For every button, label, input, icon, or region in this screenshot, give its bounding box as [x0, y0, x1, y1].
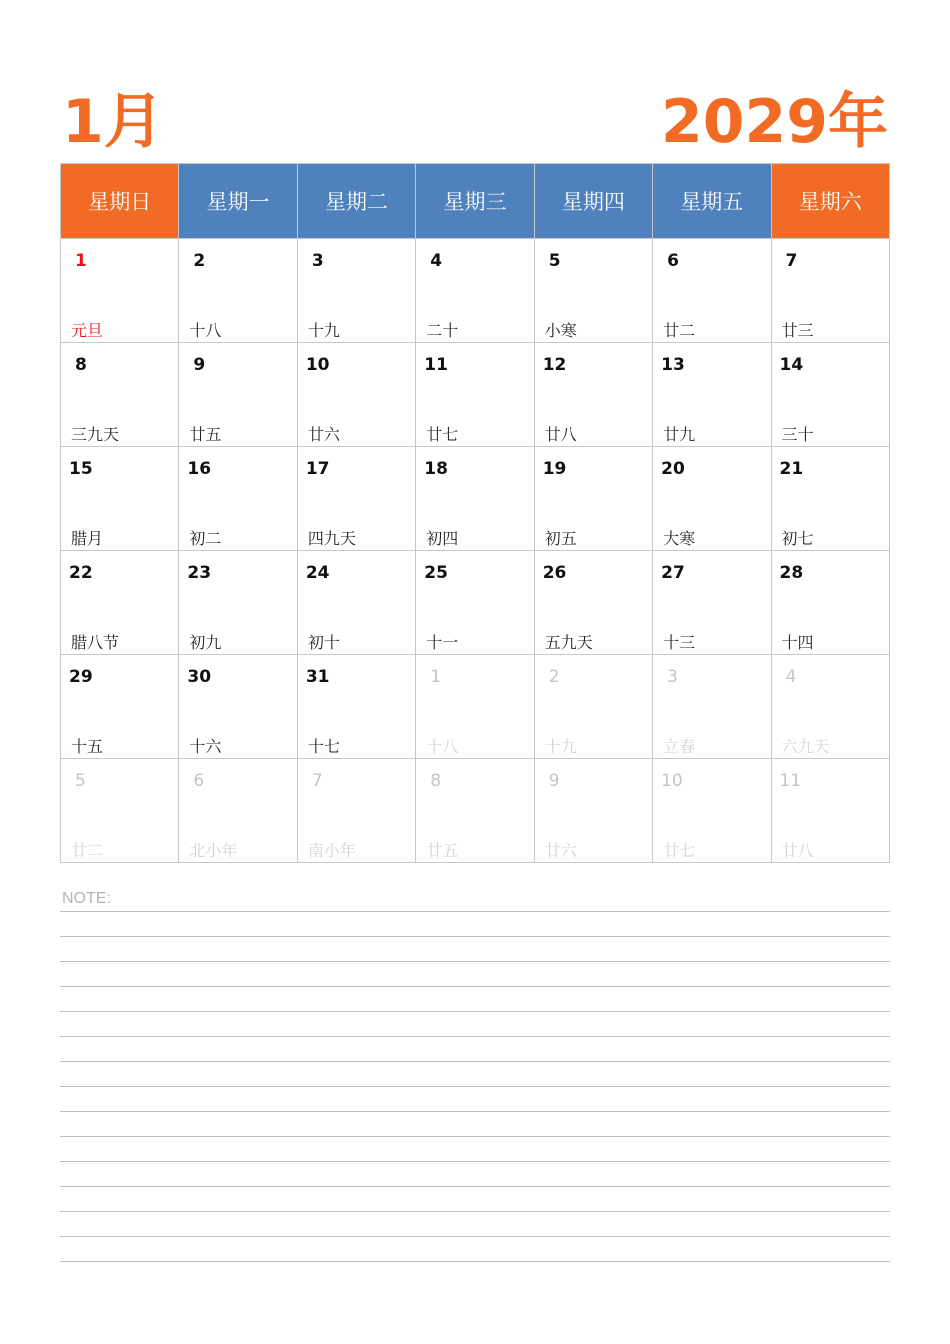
calendar-day-cell[interactable] [179, 343, 297, 447]
day-number: 8 [430, 771, 442, 791]
calendar-day-cell[interactable] [653, 239, 771, 343]
lunar-date: 十九 [544, 737, 577, 756]
lunar-date: 廿七 [663, 841, 696, 860]
note-line [60, 1037, 890, 1062]
day-number: 11 [424, 355, 448, 375]
lunar-date: 二十 [426, 321, 459, 340]
day-number: 21 [779, 459, 804, 479]
calendar-day-cell[interactable] [61, 655, 179, 759]
calendar-day-cell[interactable] [534, 759, 652, 863]
day-number: 1 [75, 251, 87, 271]
day-number: 28 [779, 563, 804, 583]
weekday-header-row [61, 164, 890, 239]
calendar-day-cell[interactable] [771, 447, 889, 551]
weekday-header-tuesday: 星期二 [297, 164, 415, 239]
day-number: 29 [69, 667, 93, 687]
note-line [60, 1087, 890, 1112]
lunar-date: 初七 [781, 529, 814, 548]
note-line [60, 1062, 890, 1087]
lunar-date: 廿二 [71, 841, 104, 860]
lunar-date: 四九天 [307, 529, 356, 548]
calendar-day-cell[interactable] [297, 239, 415, 343]
day-number: 7 [785, 251, 798, 271]
lunar-date: 十三 [663, 633, 696, 652]
weekday-header-thursday: 星期四 [534, 164, 652, 239]
lunar-date: 十五 [71, 737, 104, 756]
calendar-day-cell[interactable] [771, 759, 889, 863]
note-line [60, 937, 890, 962]
calendar-day-cell[interactable] [416, 343, 534, 447]
day-number: 4 [785, 667, 797, 687]
day-number: 24 [305, 563, 330, 583]
calendar-day-cell[interactable] [416, 655, 534, 759]
calendar-day-cell[interactable] [771, 655, 889, 759]
day-number: 10 [305, 355, 330, 375]
calendar-day-cell[interactable] [297, 551, 415, 655]
calendar-day-cell[interactable] [653, 551, 771, 655]
calendar-day-cell[interactable] [297, 343, 415, 447]
calendar-day-cell[interactable] [416, 447, 534, 551]
day-number: 27 [661, 563, 685, 583]
day-number: 3 [311, 251, 324, 271]
weekday-header-sunday: 星期日 [61, 164, 179, 239]
calendar-day-cell[interactable] [61, 447, 179, 551]
lunar-date: 十六 [189, 737, 222, 756]
lunar-date: 腊八节 [71, 633, 120, 652]
day-number: 11 [779, 771, 802, 791]
calendar-day-cell[interactable] [653, 343, 771, 447]
day-number: 23 [187, 563, 212, 583]
calendar-day-cell[interactable] [653, 655, 771, 759]
lunar-date: 三十 [781, 425, 814, 444]
calendar-week-row [61, 759, 890, 863]
calendar-grid [60, 163, 890, 863]
calendar-day-cell[interactable] [61, 759, 179, 863]
calendar-day-cell[interactable] [61, 239, 179, 343]
day-number: 6 [193, 771, 205, 791]
note-line [60, 912, 890, 937]
day-number: 8 [75, 355, 87, 375]
calendar-day-cell[interactable] [61, 343, 179, 447]
note-line [60, 1012, 890, 1037]
calendar-day-cell[interactable] [653, 447, 771, 551]
calendar-day-cell[interactable] [297, 655, 415, 759]
lunar-date: 元旦 [71, 321, 104, 340]
day-number: 9 [193, 355, 206, 375]
lunar-date: 小寒 [544, 321, 577, 340]
day-number: 9 [548, 771, 560, 791]
lunar-date: 十一 [426, 633, 459, 652]
day-number: 19 [542, 459, 567, 479]
calendar-day-cell[interactable] [61, 551, 179, 655]
lunar-date: 廿六 [544, 841, 577, 860]
calendar-day-cell[interactable] [534, 239, 652, 343]
day-number: 31 [305, 667, 330, 687]
lunar-date: 十四 [781, 633, 814, 652]
lunar-date: 廿六 [307, 425, 340, 444]
day-number: 7 [311, 771, 323, 791]
lunar-date: 大寒 [663, 529, 696, 548]
day-number: 13 [661, 355, 685, 375]
month-title: 1月 [62, 87, 164, 157]
lunar-date: 廿五 [426, 841, 459, 860]
calendar-day-cell[interactable] [416, 239, 534, 343]
lunar-date: 廿三 [781, 321, 814, 340]
lunar-date: 十八 [426, 737, 459, 756]
calendar-day-cell[interactable] [534, 551, 652, 655]
calendar-week-row [61, 447, 890, 551]
day-number: 20 [661, 459, 685, 479]
calendar-day-cell[interactable] [179, 239, 297, 343]
note-line [60, 962, 890, 987]
calendar-week-row [61, 239, 890, 343]
note-label: NOTE: [62, 890, 111, 907]
lunar-date: 廿七 [426, 425, 459, 444]
lunar-date: 初五 [544, 529, 577, 548]
lunar-date: 廿八 [781, 841, 814, 860]
day-number: 5 [548, 251, 561, 271]
note-line [60, 987, 890, 1012]
note-line [60, 1237, 890, 1262]
calendar-body [61, 239, 890, 863]
calendar-week-row [61, 551, 890, 655]
day-number: 26 [542, 563, 567, 583]
weekday-header-saturday: 星期六 [771, 164, 889, 239]
lunar-date: 十七 [307, 737, 340, 756]
day-number: 12 [542, 355, 567, 375]
calendar-day-cell[interactable] [771, 343, 889, 447]
lunar-date: 十八 [189, 321, 222, 340]
note-line [60, 1112, 890, 1137]
day-number: 5 [75, 771, 86, 791]
day-number: 2 [548, 667, 560, 687]
note-line [60, 1212, 890, 1237]
lunar-date: 廿八 [544, 425, 577, 444]
lunar-date: 初二 [189, 529, 222, 548]
lunar-date: 初十 [307, 633, 340, 652]
day-number: 4 [430, 251, 443, 271]
note-line [60, 1187, 890, 1212]
lunar-date: 三九天 [71, 425, 120, 444]
day-number: 18 [424, 459, 448, 479]
calendar-week-row [61, 655, 890, 759]
day-number: 30 [187, 667, 212, 687]
note-line [60, 1162, 890, 1187]
calendar-day-cell[interactable] [416, 759, 534, 863]
weekday-header-friday: 星期五 [653, 164, 771, 239]
lunar-date: 廿九 [663, 425, 696, 444]
calendar-day-cell[interactable] [297, 447, 415, 551]
calendar-day-cell[interactable] [179, 447, 297, 551]
day-number: 25 [424, 563, 448, 583]
day-number: 6 [667, 251, 679, 271]
day-number: 16 [187, 459, 212, 479]
lunar-date: 南小年 [307, 841, 356, 860]
calendar-day-cell[interactable] [179, 759, 297, 863]
note-line [60, 1137, 890, 1162]
lunar-date: 廿五 [189, 425, 222, 444]
day-number: 2 [193, 251, 206, 271]
lunar-date: 腊月 [71, 529, 104, 548]
calendar-day-cell[interactable] [771, 551, 889, 655]
lunar-date: 六九天 [781, 737, 830, 756]
lunar-date: 十九 [307, 321, 340, 340]
calendar-day-cell[interactable] [297, 759, 415, 863]
calendar-day-cell[interactable] [534, 447, 652, 551]
day-number: 15 [69, 459, 93, 479]
lunar-date: 廿二 [663, 321, 696, 340]
calendar-day-cell[interactable] [534, 343, 652, 447]
calendar-day-cell[interactable] [179, 551, 297, 655]
lunar-date: 初四 [426, 529, 459, 548]
day-number: 14 [779, 355, 804, 375]
lunar-date: 五九天 [544, 633, 593, 652]
lunar-date: 北小年 [189, 841, 238, 860]
weekday-header-monday: 星期一 [179, 164, 297, 239]
lunar-date: 初九 [189, 633, 222, 652]
calendar-day-cell[interactable] [534, 655, 652, 759]
calendar-day-cell[interactable] [416, 551, 534, 655]
weekday-header-wednesday: 星期三 [416, 164, 534, 239]
day-number: 17 [305, 459, 330, 479]
day-number: 1 [430, 667, 442, 687]
note-lines [60, 911, 890, 1262]
calendar-day-cell[interactable] [179, 655, 297, 759]
year-title: 2029年 [661, 87, 888, 157]
calendar-day-cell[interactable] [771, 239, 889, 343]
day-number: 3 [667, 667, 678, 687]
day-number: 22 [69, 563, 93, 583]
calendar-day-cell[interactable] [653, 759, 771, 863]
calendar-week-row [61, 343, 890, 447]
lunar-date: 立春 [663, 737, 696, 756]
day-number: 10 [661, 771, 683, 791]
